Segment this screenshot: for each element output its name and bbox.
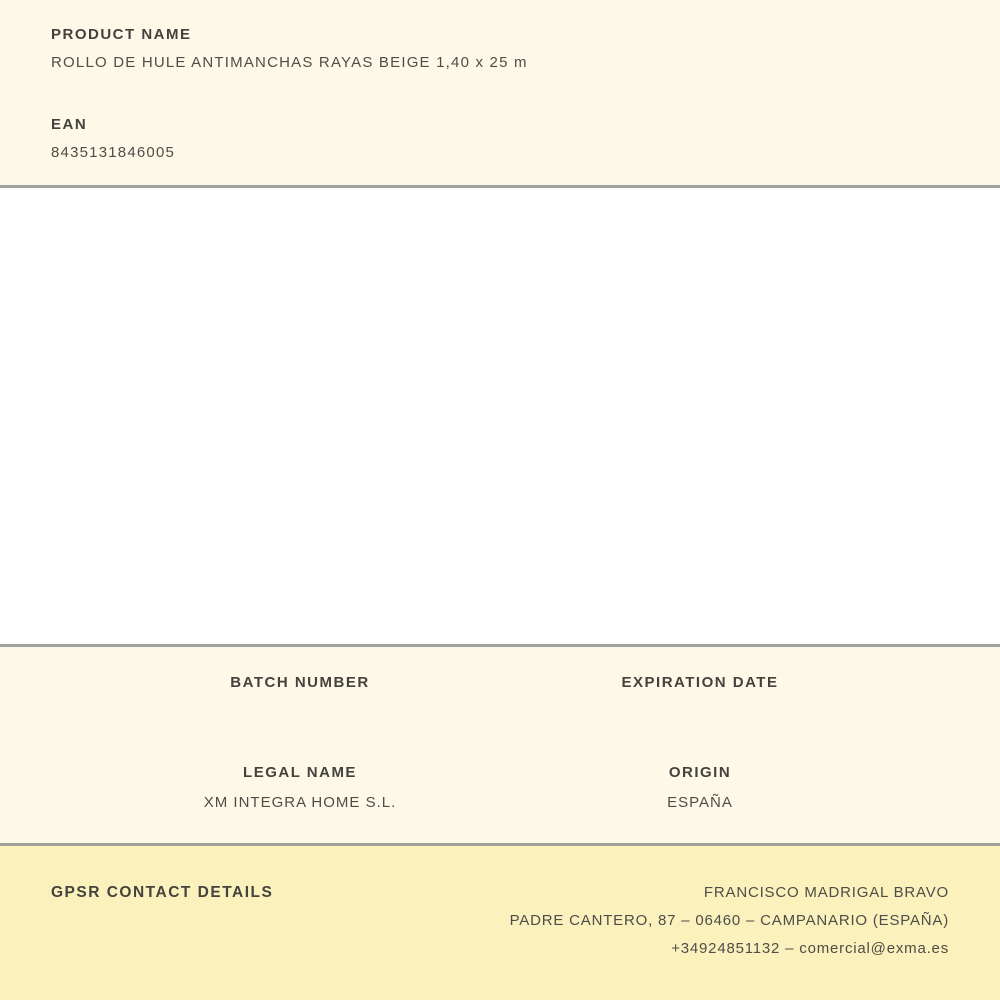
product-name-value: ROLLO DE HULE ANTIMANCHAS RAYAS BEIGE 1,40 x 25 m — [51, 54, 528, 71]
contact-phone: +34924851132 — [671, 940, 781, 957]
ean-value: 8435131846005 — [51, 144, 176, 161]
details-labels-row-1 — [100, 672, 900, 694]
details-section — [0, 644, 1000, 843]
origin-value: ESPAÑA — [667, 794, 733, 811]
gpsr-contact-label: GPSR CONTACT DETAILS — [51, 884, 274, 901]
details-values-row-2 — [100, 792, 900, 814]
batch-number-label: BATCH NUMBER — [230, 674, 370, 691]
legal-name-label: LEGAL NAME — [243, 764, 357, 781]
contact-person-name: FRANCISCO MADRIGAL BRAVO — [703, 884, 949, 901]
product-name-field — [51, 24, 949, 74]
origin-label: ORIGIN — [668, 764, 732, 781]
details-values-row-1 — [100, 694, 900, 716]
contact-separator: – — [785, 940, 795, 957]
contact-address: PADRE CANTERO, 87 – 06460 – CAMPANARIO (ESPAÑA) — [509, 912, 949, 929]
expiration-date-label: EXPIRATION DATE — [621, 674, 779, 691]
details-labels-row-2 — [100, 762, 900, 784]
ean-label: EAN — [51, 116, 88, 133]
contact-section — [0, 843, 1000, 1000]
product-name-label: PRODUCT NAME — [51, 26, 192, 43]
details-grid — [100, 672, 900, 814]
ean-field — [51, 114, 949, 164]
contact-block — [510, 879, 949, 963]
product-header-section — [0, 0, 1000, 188]
batch-number-value — [100, 694, 500, 716]
expiration-date-value — [500, 694, 900, 716]
contact-email-link[interactable]: comercial@exma.es — [799, 940, 949, 957]
product-image-placeholder — [0, 188, 1000, 644]
contact-phone-email-line — [510, 935, 949, 963]
legal-name-value: XM INTEGRA HOME S.L. — [203, 794, 397, 811]
